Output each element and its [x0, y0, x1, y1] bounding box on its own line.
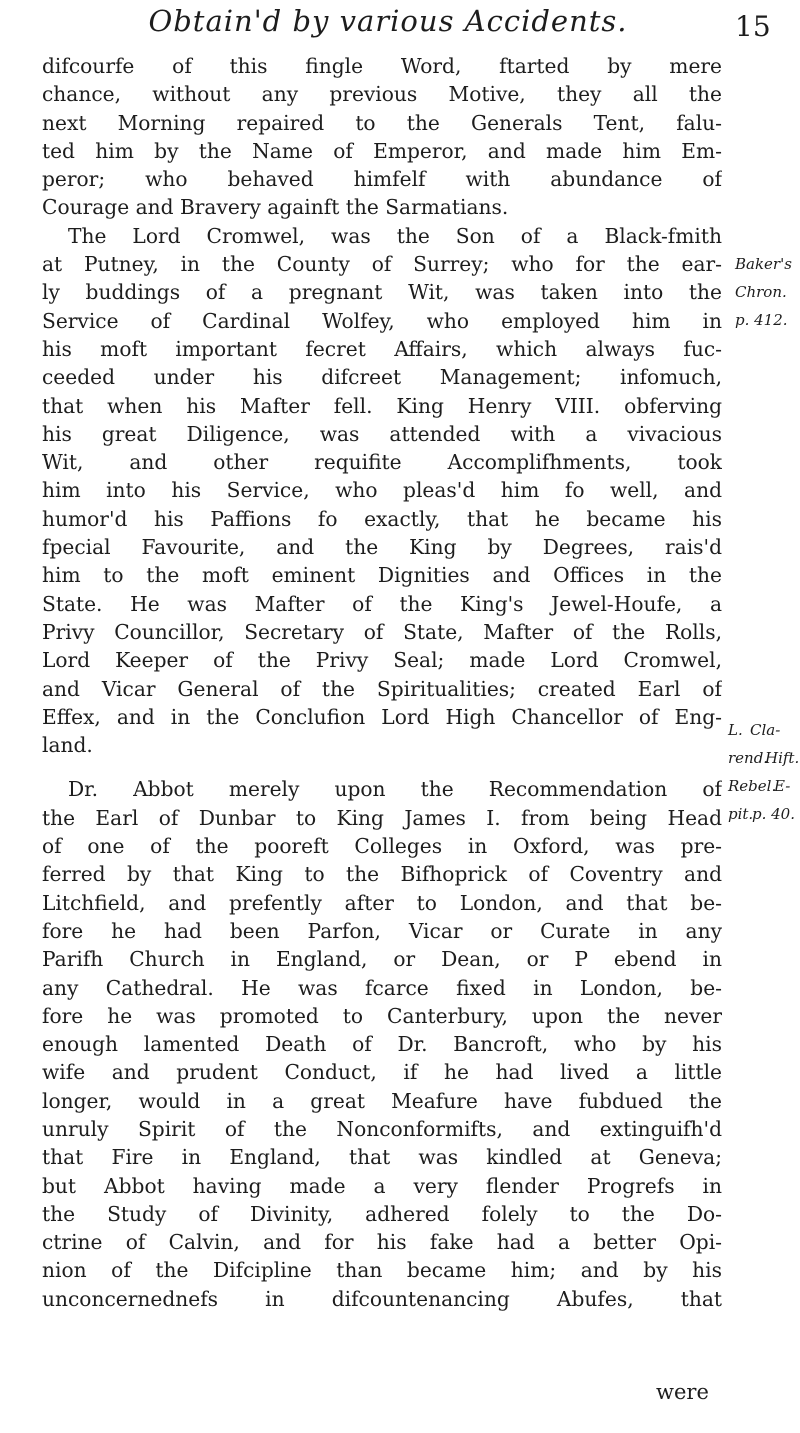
margin-note-bakers: Baker's — [735, 255, 792, 273]
text-line: Courage and Bravery againft the Sarmatians. — [42, 195, 509, 220]
text-line: his moft important fecret Affairs, which always fuc- — [42, 336, 722, 361]
text-line: chance, without any previous Motive, they all the — [42, 82, 722, 107]
text-line: at Putney, in the County of Surrey; who for the ear- — [42, 252, 722, 277]
margin-note-pit: pit. — [728, 805, 754, 823]
text-line: unruly Spirit of the Nonconformifts, and extinguifh'd — [42, 1116, 722, 1141]
text-line: of one of the pooreft Colleges in Oxford, was pre- — [42, 834, 722, 859]
text-line: Dr. Abbot merely upon the Recommendation of — [68, 777, 722, 802]
running-title: Obtain'd by various Accidents. — [148, 4, 628, 38]
margin-note-cla: Cla- — [750, 721, 781, 739]
text-line: fore he had been Parfon, Vicar or Curate in any — [42, 918, 722, 943]
text-line: humor'd his Paffions fo exactly, that he became his — [42, 506, 722, 531]
page-number: 15 — [735, 10, 771, 43]
margin-note-hift: Hift. — [765, 749, 800, 767]
text-line: Litchfield, and prefently after to London, and that be- — [42, 890, 722, 915]
text-line: the Earl of Dunbar to King James I. from being Head — [42, 805, 722, 830]
text-line: enough lamented Death of Dr. Bancroft, who by his — [42, 1032, 722, 1057]
text-line: but Abbot having made a very flender Progrefs in — [42, 1173, 722, 1198]
text-line: The Lord Cromwel, was the Son of a Black-fmith — [68, 223, 722, 248]
text-line: him to the moft eminent Dignities and Offices in the — [42, 563, 722, 588]
text-line: fpecial Favourite, and the King by Degrees, rais'd — [42, 535, 722, 560]
margin-note-chron: Chron. — [735, 283, 787, 301]
text-line: ceeded under his difcreet Management; infomuch, — [42, 365, 722, 390]
text-line: ctrine of Calvin, and for his fake had a better Opi- — [42, 1230, 722, 1255]
text-line: fore he was promoted to Canterbury, upon the never — [42, 1003, 722, 1028]
text-line: unconcernednefs in difcountenancing Abufes, that — [42, 1286, 722, 1311]
text-line: the Study of Divinity, adhered folely to the Do- — [42, 1201, 722, 1226]
margin-note-rend: rend. — [728, 749, 769, 767]
text-line: wife and prudent Conduct, if he had lived a little — [42, 1060, 722, 1085]
text-line: him into his Service, who pleas'd him fo well, and — [42, 478, 722, 503]
text-line: Service of Cardinal Wolfey, who employed him in — [42, 308, 722, 333]
catchword: were — [656, 1380, 709, 1404]
text-line: his great Diligence, was attended with a vivacious — [42, 421, 722, 446]
text-line: longer, would in a great Meafure have fubdued the — [42, 1088, 722, 1113]
text-line: that Fire in England, that was kindled at Geneva; — [42, 1145, 722, 1170]
text-line: that when his Mafter fell. King Henry VIII. obferving — [42, 393, 722, 418]
margin-note-l: L. — [728, 721, 743, 739]
text-line: Lord Keeper of the Privy Seal; made Lord Cromwel, — [42, 648, 722, 673]
text-line: next Morning repaired to the Generals Tent, falu- — [42, 110, 722, 135]
text-line: State. He was Mafter of the King's Jewel-Houfe, a — [42, 591, 722, 616]
text-line: ly buddings of a pregnant Wit, was taken into the — [42, 280, 722, 305]
text-line: ferred by that King to the Bifhoprick of Coventry and — [42, 862, 722, 887]
text-line: ted him by the Name of Emperor, and made him Em- — [42, 138, 722, 163]
text-line: land. — [42, 733, 93, 758]
margin-note-page-412: p. 412. — [735, 311, 788, 329]
margin-note-page-40: p. 40. — [752, 805, 795, 823]
text-line: and Vicar General of the Spiritualities; created Earl of — [42, 676, 722, 701]
text-line: any Cathedral. He was fcarce fixed in London, be- — [42, 975, 722, 1000]
margin-note-e: E- — [774, 777, 791, 795]
margin-note-rebel: Rebel. — [728, 777, 777, 795]
text-line: nion of the Difcipline than became him; and by his — [42, 1258, 722, 1283]
text-line: peror; who behaved himfelf with abundance of — [42, 167, 722, 192]
text-line: Parifh Church in England, or Dean, or P ebend in — [42, 947, 722, 972]
text-line: Wit, and other requifite Accomplifhments, took — [42, 450, 722, 475]
text-line: Effex, and in the Conclufion Lord High Chancellor of Eng- — [42, 704, 722, 729]
text-line: Privy Councillor, Secretary of State, Mafter of the Rolls, — [42, 619, 722, 644]
paragraph-gap — [42, 759, 722, 775]
body-text — [42, 52, 722, 1313]
text-line: difcourfe of this fingle Word, ftarted by mere — [42, 54, 722, 78]
